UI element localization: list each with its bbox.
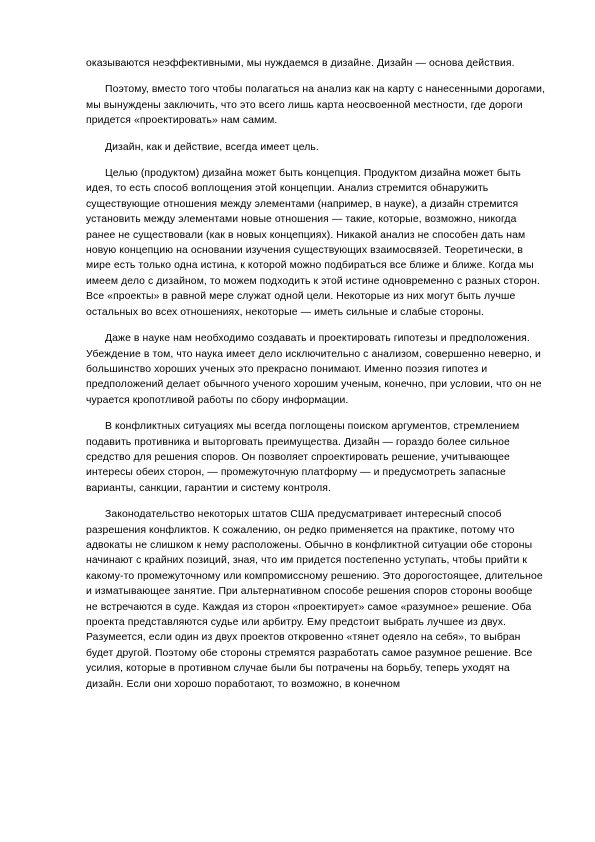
paragraph-analysis-map: Поэтому, вместо того чтобы полагаться на анализ как на карту с нанесенными дорогами, мы вынуждены заключить, что это всего лишь карта неосвоенной местности, где дороги придется «проектировать» нам самим. bbox=[86, 84, 546, 127]
paragraph-us-legislation: Законодательство некоторых штатов США предусматривает интересный способ разрешения конфликтов. К сожалению, он редко применяется на практике, потому что адвокаты не слишком к нему расположены. Обычно в конфликтной ситуации обе стороны начинают с крайних позиций, зная, что им придется постепенно уступать, чтобы прийти к какому-то промежуточному или компромиссному решению. Это дорогостоящее, длительное и изматывающее занятие. При альтернативном способе решения споров стороны вообще не встречаются в суде. Каждая из сторон «проектирует» самое «разумное» решение. Оба проекта представляются судье или арбитру. Ему предстоит выбрать лучшее из двух. Разумеется, если один из двух проектов откровенно «тянет одеяло на себя», то выбран будет другой. Поэтому обе стороны стремятся разработать самое разумное решение. Все усилия, которые в противном случае были бы потрачены на борьбу, теперь уходят на дизайн. Если они хорошо поработают, то возможно, в конечном bbox=[86, 509, 543, 690]
paragraph-design-concept: Целью (продуктом) дизайна может быть концепция. Продуктом дизайна может быть идея, то есть способ воплощения этой концепции. Анализ стремится обнаружить существующие отношения между элементами (например, в науке), а дизайн стремится установить между элементами новые отношения — такие, которые, возможно, никогда ранее не существовали (как в новых концепциях). Никакой анализ не способен дать нам новую концепцию на основании изучения существующих взаимосвязей. Теоретически, в мире есть только одна истина, к которой можно подбираться все ближе и ближе. Когда мы имеем дело с дизайном, то можем подходить к этой истине одновременно с разных сторон. Все «проекты» в равной мере служат одной цели. Некоторые из них могут быть лучше остальных во всех отношениях, некоторые — иметь сильные и слабые стороны. bbox=[86, 168, 541, 318]
paragraph-science-hypotheses: Даже в науке нам необходимо создавать и проектировать гипотезы и предположения. Убеждение в том, что наука имеет дело исключительно с анализом, совершенно неверно, и большинство хороших ученых это прекрасно понимают. Именно поэзия гипотез и предположений делает обычного ученого хорошим ученым, конечно, при условии, что он не чурается кропотливой работы по сбору информации. bbox=[86, 333, 542, 406]
paragraph-continuation: оказываются неэффективными, мы нуждаемся в дизайне. Дизайн — основа действия. bbox=[86, 58, 515, 69]
document-body bbox=[86, 56, 546, 703]
paragraph-design-purpose: Дизайн, как и действие, всегда имеет цель. bbox=[105, 141, 319, 153]
paragraph-conflict-situations: В конфликтных ситуациях мы всегда поглощены поиском аргументов, стремлением подавить противника и выторговать преимущества. Дизайн — гораздо более сильное средство для решения споров. Он позволяет спроектировать решение, учитывающее интересы обеих сторон, — промежуточную платформу — и предусмотреть запасные варианты, санкции, гарантии и систему контроля. bbox=[86, 421, 520, 494]
